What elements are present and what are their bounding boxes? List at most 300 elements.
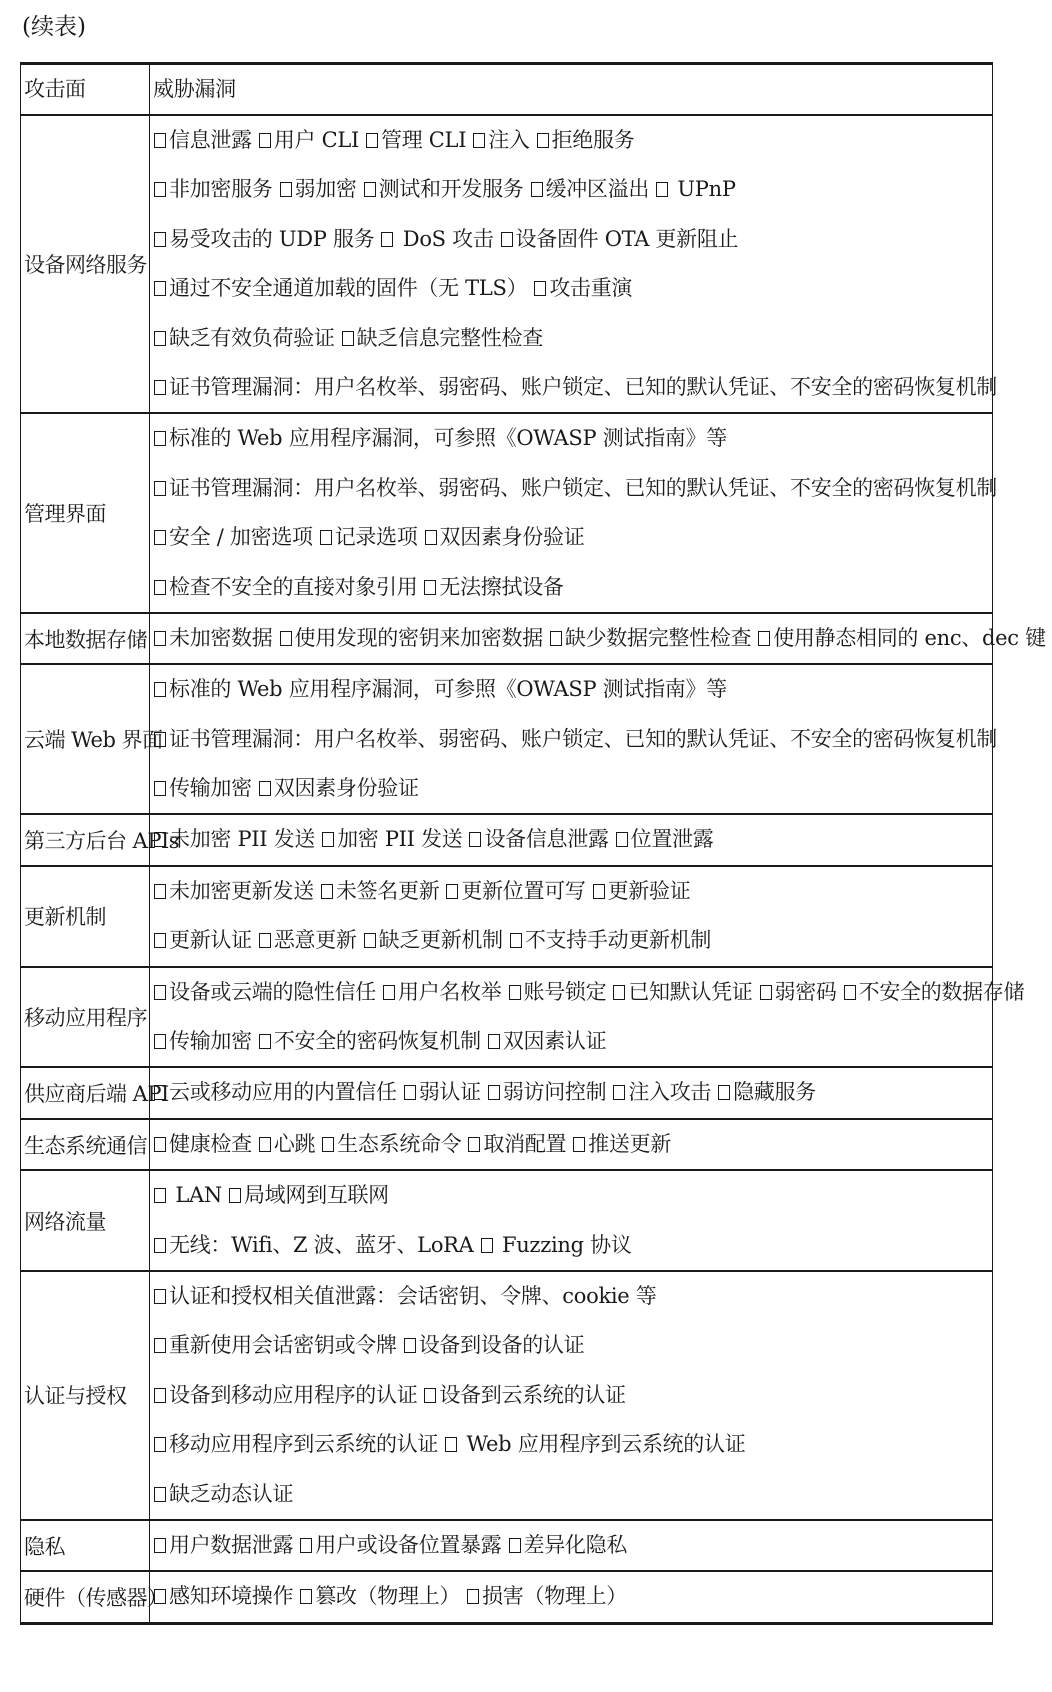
attack-surface-cell: 管理界面 [21,413,150,613]
threat-label: 弱密码 [774,979,837,1004]
threat-line [150,867,992,916]
threat-line [150,513,992,562]
threat-label: 健康检查 [169,1131,252,1156]
threat-label: 传输加密 [169,1029,252,1054]
checkbox-icon [154,481,166,496]
checkbox-icon [154,281,166,296]
checkbox-icon [300,1538,312,1553]
threat-label: 篡改（物理上） [315,1584,461,1609]
threat-label: 位置泄露 [630,827,714,852]
threat-item [258,776,419,800]
checkbox-icon [154,631,166,646]
attack-surface-cell: 更新机制 [21,866,150,967]
threat-item [320,879,440,903]
threat-item [321,1132,461,1156]
threat-label: 注入 [488,128,530,152]
checkbox-icon [488,1034,500,1049]
threat-item [153,227,374,251]
threat-line [150,314,992,363]
threat-line [150,1470,992,1519]
threat-label: 感知环境操作 [169,1584,294,1609]
table-row [21,1520,993,1571]
threat-label: 记录选项 [334,525,418,550]
table-row [21,967,993,1068]
threat-item [153,879,314,903]
threat-label: 设备到设备的认证 [418,1333,585,1358]
checkbox-icon [154,431,166,446]
threat-table [20,62,1046,1625]
threat-label: Fuzzing 协议 [495,1232,632,1257]
threat-label: LAN [169,1183,222,1208]
threat-item [468,827,608,851]
threat-item [153,177,273,201]
threat-item [153,375,997,399]
threat-item [153,776,252,800]
checkbox-icon [154,1137,166,1152]
threats-cell [150,1067,993,1118]
threat-item [403,1080,481,1104]
checkbox-icon [154,1289,166,1304]
threats-cell [150,1170,993,1271]
checkbox-icon [154,380,166,395]
checkbox-icon [844,985,856,1000]
threats-cell [150,613,1046,664]
checkbox-icon [154,1085,166,1100]
table-row [21,866,993,967]
threat-label: 设备到移动应用程序的认证 [169,1382,418,1407]
threat-line [150,215,992,264]
threat-item [153,626,273,650]
threat-line [150,165,992,214]
threat-item [258,128,359,152]
checkbox-icon [154,933,166,948]
threat-item [153,928,252,952]
threats-cell [150,1571,993,1623]
threat-label: 重新使用会话密钥或令牌 [169,1333,397,1358]
threat-label: 未加密更新发送 [169,878,314,903]
threat-label: UPnP [671,177,736,202]
threat-item [508,980,607,1004]
threat-label: 攻击重演 [549,276,633,301]
threat-label: 证书管理漏洞：用户名枚举、弱密码、账户锁定、已知的默认凭证、不安全的密码恢复机制 [169,475,997,500]
threat-label: 损害（物理上） [482,1584,628,1609]
threat-label: 云或移动应用的内置信任 [169,1080,397,1105]
threat-label: 更新验证 [607,878,691,903]
threat-label: 生态系统命令 [337,1131,462,1156]
threat-label: 局域网到互联网 [243,1183,389,1208]
threat-item [153,525,313,549]
threat-item [655,177,736,201]
table-row [21,1271,993,1520]
threat-item [153,1183,222,1207]
threat-label: 设备固件 OTA 更新阻止 [515,226,739,251]
threat-line [150,1321,992,1370]
threat-item [153,1029,252,1053]
attack-surface-cell: 本地数据存储 [21,613,150,664]
checkbox-icon [259,933,271,948]
checkbox-icon [383,985,395,1000]
threats-cell [150,1271,993,1520]
threat-item [445,879,585,903]
threat-line [150,264,992,313]
threat-line [150,1120,992,1169]
checkbox-icon [259,1137,271,1152]
threat-label: 弱访问控制 [502,1080,607,1105]
threat-label: 信息泄露 [169,128,252,152]
attack-surface-cell: 硬件（传感器） [21,1571,150,1623]
threat-label: 无线：Wifi、Z 波、蓝牙、LoRA [169,1232,474,1257]
threat-item [153,1233,474,1257]
checkbox-icon [488,1085,500,1100]
checkbox-icon [320,530,332,545]
threat-line [150,1068,992,1117]
threat-label: 不支持手动更新机制 [524,928,712,953]
table-row [21,814,993,865]
threat-item [612,1080,711,1104]
threat-label: 测试和开发服务 [378,177,524,202]
threat-label: 无法擦拭设备 [439,574,564,599]
threat-label: 双因素身份验证 [439,525,585,550]
table-caption: (续表) [22,14,86,40]
threat-item [153,476,997,500]
threat-item [153,980,376,1004]
threat-item [341,326,543,350]
checkbox-icon [616,832,628,847]
threat-line [150,563,992,612]
threat-item [153,1383,417,1407]
threat-item [363,928,503,952]
threat-item [717,1080,816,1104]
attack-surface-cell: 云端 Web 界面 [21,664,150,814]
threat-item [365,128,466,152]
checkbox-icon [154,1034,166,1049]
checkbox-icon [300,1589,312,1604]
threat-item [153,1533,293,1557]
table-row [21,115,993,413]
table-row [21,613,993,664]
header-surface: 攻击面 [21,64,150,116]
threat-item [759,980,837,1004]
threat-label: 更新认证 [169,928,252,953]
checkbox-icon [404,1338,416,1353]
threat-line [150,614,1046,663]
checkbox-icon [509,985,521,1000]
threat-label: 传输加密 [169,776,252,801]
threat-item [487,1029,607,1053]
threat-item [363,177,524,201]
threats-cell [150,866,993,967]
checkbox-icon [259,781,271,796]
checkbox-icon [381,232,393,247]
header-threats-cell [150,64,993,116]
attack-surface-cell: 设备网络服务 [21,115,150,413]
threat-item [423,1383,625,1407]
threat-item [509,928,711,952]
threat-label: 用户名枚举 [398,979,502,1004]
checkbox-icon [280,631,292,646]
threat-item [423,575,563,599]
threat-item [153,677,727,701]
threat-item [467,1132,566,1156]
threat-label: 恶意更新 [273,928,357,953]
threat-label: 缺少数据完整性检查 [564,625,752,650]
threat-item [153,575,417,599]
threat-item [403,1333,585,1357]
threat-label: 用户或设备位置暴露 [315,1532,502,1557]
threat-item [279,177,357,201]
checkbox-icon [154,331,166,346]
threat-item [228,1183,389,1207]
threat-label: Web 应用程序到云系统的认证 [460,1432,746,1457]
threat-label: 缓冲区溢出 [545,177,650,202]
checkbox-icon [154,682,166,697]
threat-item [487,1080,607,1104]
attack-surface-cell: 隐私 [21,1520,150,1571]
checkbox-icon [481,1238,493,1253]
checkbox-icon [537,133,549,148]
attack-surface-cell: 认证与授权 [21,1271,150,1520]
threat-label: 移动应用程序到云系统的认证 [169,1432,439,1457]
table-row [21,1067,993,1118]
checkbox-icon [473,133,485,148]
threat-item [572,1132,671,1156]
header-threats: 威胁漏洞 [153,77,236,101]
checkbox-icon [154,1538,166,1553]
checkbox-icon [718,1085,730,1100]
threats-cell [150,967,1025,1068]
checkbox-icon [154,884,166,899]
threat-line [150,715,997,764]
threat-label: 注入攻击 [628,1080,712,1105]
checkbox-icon [154,580,166,595]
threat-label: 隐藏服务 [733,1080,816,1105]
threat-item [843,980,1025,1004]
threats-cell [150,413,997,613]
checkbox-icon [342,331,354,346]
checkbox-icon [154,1238,166,1253]
threat-label: 更新位置可写 [461,878,586,903]
threat-label: 设备到云系统的认证 [439,1382,626,1407]
threat-label: DoS 攻击 [396,226,494,251]
table-row [21,1119,993,1170]
threat-item [299,1533,501,1557]
threat-item [258,1132,315,1156]
threat-item [321,827,462,851]
checkbox-icon [424,580,436,595]
checkbox-icon [404,1085,416,1100]
table-row [21,664,993,814]
checkbox-icon [154,985,166,1000]
threat-label: 设备或云端的隐性信任 [169,979,376,1004]
checkbox-icon [425,530,437,545]
checkbox-icon [573,1137,585,1152]
threat-label: 账号锁定 [523,979,607,1004]
threat-line [150,464,997,513]
checkbox-icon [364,182,376,197]
threat-label: 认证和授权相关值泄露：会话密钥、令牌、cookie 等 [169,1283,657,1308]
threat-item [319,525,418,549]
header-row [21,64,993,116]
checkbox-icon [468,1137,480,1152]
threats-cell [150,1119,993,1170]
threat-item [480,1233,632,1257]
threat-item [153,1482,293,1506]
threat-label: 标准的 Web 应用程序漏洞，可参照《OWASP 测试指南》等 [169,677,727,702]
threat-line [150,916,992,965]
checkbox-icon [154,1437,166,1452]
threat-item [380,227,493,251]
checkbox-icon [534,281,546,296]
checkbox-icon [154,232,166,247]
threat-label: 推送更新 [588,1131,672,1156]
threat-item [153,276,527,300]
threat-label: 未加密数据 [169,625,273,650]
threat-label: 差异化隐私 [523,1532,628,1557]
checkbox-icon [322,1137,334,1152]
threat-item [612,980,752,1004]
threat-item [757,626,1046,650]
checkbox-icon [424,1388,436,1403]
checkbox-icon [154,182,166,197]
threat-item [536,128,635,152]
checkbox-icon [154,732,166,747]
checkbox-icon [760,985,772,1000]
checkbox-icon [154,133,166,148]
threat-item [533,276,632,300]
checkbox-icon [364,933,376,948]
checkbox-icon [501,232,513,247]
threat-label: 安全 / 加密选项 [169,525,313,550]
checkbox-icon [446,884,458,899]
threat-label: 心跳 [273,1131,316,1156]
threat-item [153,827,315,851]
checkbox-icon [154,1388,166,1403]
threat-item [424,525,585,549]
threat-line [150,1521,992,1570]
threat-item [508,1533,628,1557]
checkbox-icon [259,1034,271,1049]
threat-label: 设备信息泄露 [484,827,609,852]
threat-line [150,1221,992,1270]
threat-label: 缺乏信息完整性检查 [356,325,543,350]
threat-line [150,1420,992,1469]
checkbox-icon [322,832,334,847]
threat-item [153,1432,438,1456]
threat-item [592,879,691,903]
checkbox-icon [154,1589,166,1604]
threat-item [472,128,529,152]
threat-label: 拒绝服务 [551,128,635,152]
threat-line [150,1272,992,1321]
threat-item [153,426,727,450]
threat-line [150,1572,992,1621]
threat-line [150,665,992,714]
table-row [21,1571,993,1623]
checkbox-icon [154,1338,166,1353]
checkbox-icon [467,1589,479,1604]
attack-surface-cell: 网络流量 [21,1170,150,1271]
threat-line [150,1371,992,1420]
threat-label: 标准的 Web 应用程序漏洞，可参照《OWASP 测试指南》等 [169,426,727,451]
threat-item [549,626,751,650]
threat-item [153,326,335,350]
threat-label: 已知默认凭证 [628,979,753,1004]
threats-cell [150,1520,993,1571]
threat-label: 使用发现的密钥来加密数据 [294,625,543,650]
threat-item [444,1432,745,1456]
threat-line [150,414,992,463]
threat-label: 缺乏有效负荷验证 [169,325,335,350]
checkbox-icon [758,631,770,646]
threat-item [153,1132,252,1156]
threat-item [466,1584,627,1608]
threat-item [153,727,997,751]
threat-item [530,177,650,201]
threat-line [150,116,992,165]
threat-label: 易受攻击的 UDP 服务 [169,226,375,251]
checkbox-icon [469,832,481,847]
threat-label: 加密 PII 发送 [337,827,463,852]
threat-line [150,764,992,813]
threat-item [258,1029,481,1053]
attack-surface-cell: 移动应用程序 [21,967,150,1068]
threat-label: 管理 CLI [381,128,467,152]
threat-label: 不安全的数据存储 [858,979,1025,1004]
checkbox-icon [154,530,166,545]
threat-item [500,227,739,251]
checkbox-icon [321,884,333,899]
threat-item [258,928,357,952]
threats-cell [150,814,993,865]
threat-item [153,1080,397,1104]
threat-item [153,1284,657,1308]
threat-label: 非加密服务 [169,177,273,202]
threat-item [299,1584,460,1608]
checkbox-icon [154,832,166,847]
threat-line [150,968,1025,1017]
attack-surface-cell: 生态系统通信 [21,1119,150,1170]
threat-label: 用户数据泄露 [169,1532,294,1557]
threat-item [153,1584,293,1608]
checkbox-icon [259,133,271,148]
threat-item [382,980,502,1004]
threat-label: 双因素身份验证 [273,776,419,801]
checkbox-icon [613,985,625,1000]
checkbox-icon [154,1487,166,1502]
table-row [21,413,993,613]
threat-label: 未签名更新 [335,878,440,903]
threat-label: 使用静态相同的 enc、dec 键 [773,625,1046,650]
checkbox-icon [593,884,605,899]
checkbox-icon [613,1085,625,1100]
attack-surface-cell: 第三方后台 APIs [21,814,150,865]
threat-label: 弱认证 [418,1080,481,1105]
checkbox-icon [550,631,562,646]
threat-line [150,815,992,864]
attack-surface-cell: 供应商后端 API [21,1067,150,1118]
threat-line [150,363,997,412]
threat-label: 证书管理漏洞：用户名枚举、弱密码、账户锁定、已知的默认凭证、不安全的密码恢复机制 [169,726,997,751]
threat-label: 取消配置 [483,1131,567,1156]
threat-label: 用户 CLI [273,128,359,152]
threat-line [150,1017,992,1066]
threat-label: 证书管理漏洞：用户名枚举、弱密码、账户锁定、已知的默认凭证、不安全的密码恢复机制 [169,374,997,399]
threat-label: 缺乏更新机制 [378,928,503,953]
threats-cell [150,664,997,814]
checkbox-icon [445,1437,457,1452]
threats-cell [150,115,997,413]
checkbox-icon [280,182,292,197]
